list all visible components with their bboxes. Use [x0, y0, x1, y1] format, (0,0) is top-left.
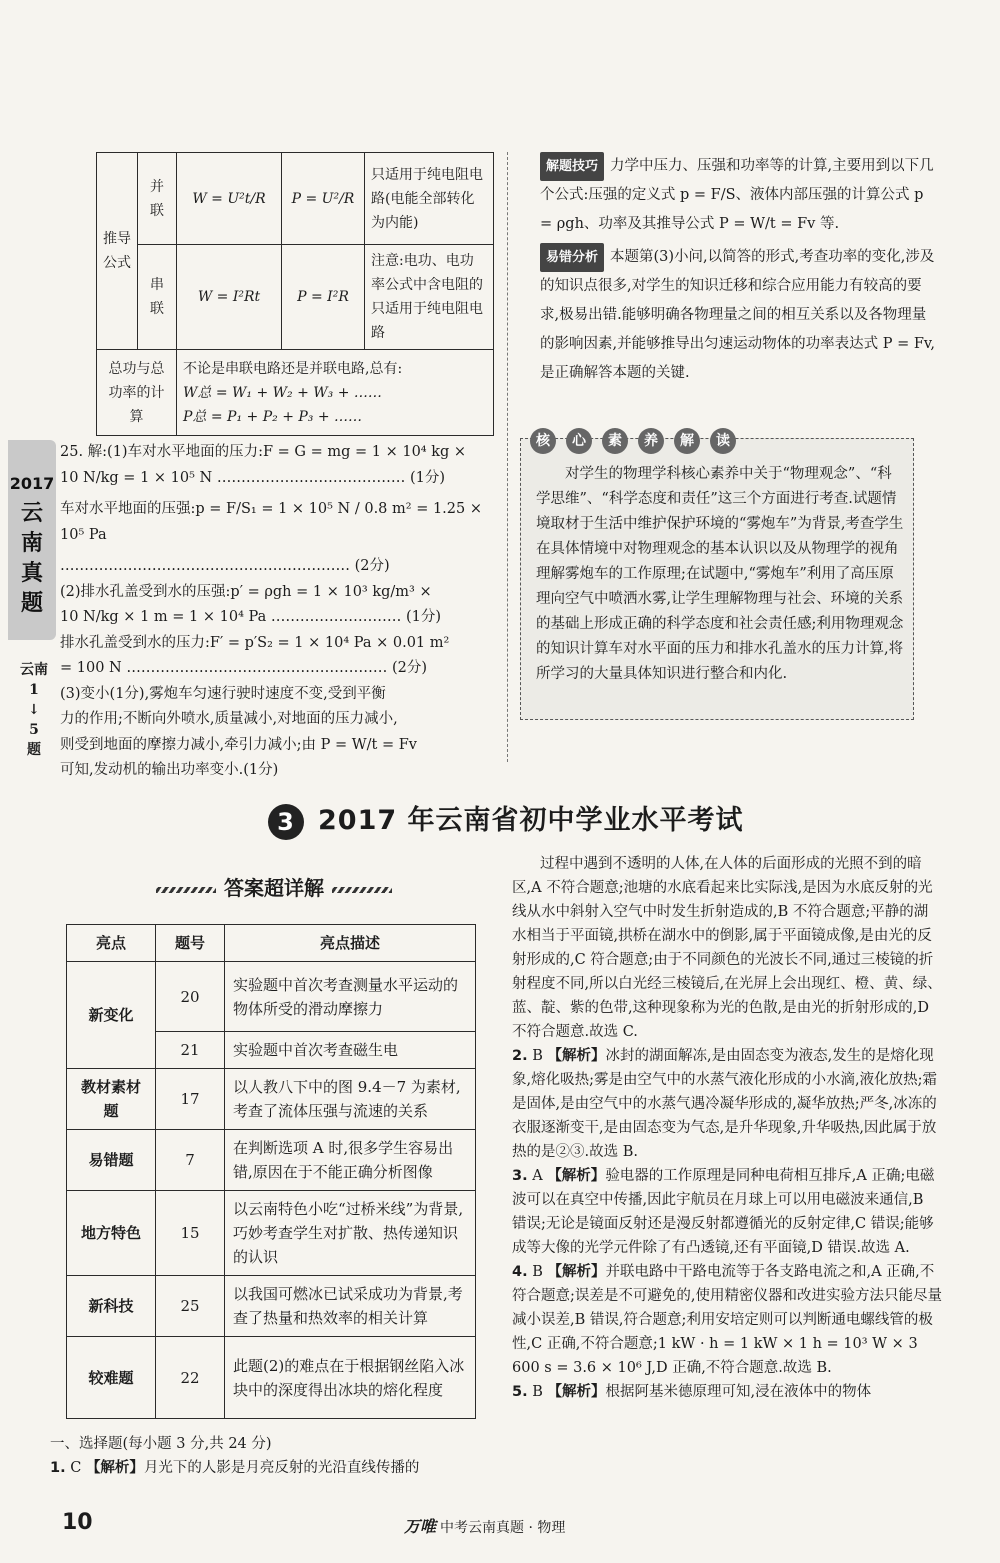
table-cell-question: 20 [156, 962, 225, 1032]
table-cell-category: 新变化 [67, 962, 156, 1069]
core-title-char: 心 [566, 428, 592, 454]
error-analysis-tag: 易错分析 [540, 243, 604, 272]
side-tab-char: 题 [20, 591, 43, 616]
q1-continued: 过程中遇到不透明的人体,在人体的后面形成的光照不到的暗区,A 不符合题意;池塘的水底看起来比实际浅,是因为水底反射的光线从水中斜射入空气中时发生折射造成的,B 不符合题意;平静的湖水相当于平面镜,拱桥在湖水中的倒影,属于平面镜成像,是由光的反射形成的,C 符合题意;由于不同颜色的光波长不同,通过三棱镜的折射程度不同,所以白光经三棱镜后,在光屏上会出现红、橙、黄、绿、蓝、靛、紫的色带,这种现象称为光的色散,是由光的折射形成的,D 不符合题意.故选 C. [512, 856, 942, 1040]
dash-decoration [156, 887, 216, 893]
table-cell-question: 15 [156, 1191, 225, 1276]
total-line-3: P总 = P₁ + P₂ + P₃ + …… [183, 408, 363, 425]
analysis-text: 根据阿基米德原理可知,浸在液体中的物体 [605, 1384, 872, 1400]
parallel-label: 并联 [138, 153, 177, 245]
answers-heading-text: 答案超详解 [224, 876, 324, 900]
solution-line: 10 N/kg × 1 m = 1 × 10⁴ Pa ……………………… (1分) [60, 609, 441, 625]
tips-section [540, 152, 940, 388]
solving-tips-tag: 解题技巧 [540, 152, 604, 181]
total-line-2: W总 = W₁ + W₂ + W₃ + …… [183, 384, 382, 401]
side-tab-year: 2017 [9, 474, 55, 493]
error-analysis [540, 243, 940, 388]
analysis-tag: 【解析】 [547, 1384, 606, 1400]
solution-line: (2)排水孔盖受到水的压强:p′ = ρgh = 1 × 10³ kg/m³ × [60, 583, 432, 600]
series-label: 串联 [138, 245, 177, 350]
core-title-char: 养 [638, 428, 664, 454]
table-cell-question: 17 [156, 1069, 225, 1130]
section-heading [268, 798, 744, 840]
side-index [14, 660, 54, 760]
table-cell-category: 新科技 [67, 1276, 156, 1337]
mc-right [512, 852, 942, 1404]
table-cell-question: 7 [156, 1130, 225, 1191]
series-work-formula: W = I²Rt [177, 245, 282, 350]
solution-line: 则受到地面的摩擦力减小,牵引力减小;由 P = W/t = Fv [60, 736, 417, 753]
solution-line: 10 N/kg = 1 × 10⁵ N ………………………………… (1分) [60, 469, 445, 486]
table-cell-category: 较难题 [67, 1337, 156, 1419]
question-number: 2. [512, 1048, 528, 1064]
side-index-text: 1 [29, 682, 39, 698]
answer-letter: B [532, 1048, 543, 1064]
analysis-tag: 【解析】 [85, 1460, 144, 1476]
solution-line: …………………………………………………… (2分) [60, 558, 390, 574]
side-tab-char: 南 [20, 531, 43, 556]
total-label: 总功与总功率的计算 [97, 350, 177, 436]
analysis-text: 月光下的人影是月亮反射的光沿直线传播的 [143, 1460, 420, 1476]
side-tab-char: 真 [20, 561, 43, 586]
solution-line: 力的作用;不断向外喷水,质量减小,对地面的压力减小, [60, 711, 398, 727]
mc-left [50, 1432, 480, 1480]
analysis-tag: 【解析】 [547, 1048, 606, 1064]
mc-q5 [512, 1380, 942, 1404]
error-analysis-text: 本题第(3)小问,以简答的形式,考查功率的变化,涉及的知识点很多,对学生的知识迁移和综合应用能力有较高的要求,极易出错.能够明确各物理量之间的相互关系以及各物理量的影响因素,并能够推导出匀速运动物体的功率表达式 P = Fv,是正确解答本题的关键. [540, 249, 935, 381]
answer-letter: B [532, 1384, 543, 1400]
mc-q4 [512, 1260, 942, 1380]
section-number: 3 [268, 804, 304, 840]
analysis-tag: 【解析】 [547, 1264, 606, 1280]
mc-q1-start [50, 1456, 480, 1480]
core-literacy-text: 对学生的物理学科核心素养中关于“物理观念”、“科学思维”、“科学态度和责任”这三个方面进行考查.试题情境取材于生活中维护保护环境的“雾炮车”为背景,考查学生在具体情境中对物理观念的基本认识以及从物理学的视角理解雾炮车的工作原理;在试题中,“雾炮车”利用了高压原理向空气中喷洒水雾,让学生理解物理与社会、环境的关系的基础上形成正确的科学态度和社会责任感;利用物理观念的知识计算车对水平面的压力和排水孔盖水的压力计算,将所学习的大量具体知识进行整合和内化. [536, 466, 904, 682]
table-cell-desc: 以我国可燃冰已试采成功为背景,考查了热量和热效率的相关计算 [225, 1276, 476, 1337]
parallel-work-formula: W = U²t/R [177, 153, 282, 245]
table-cell-desc: 以人教八下中的图 9.4－7 为素材,考查了流体压强与流速的关系 [225, 1069, 476, 1130]
table-cell-category: 地方特色 [67, 1191, 156, 1276]
answer-letter: A [532, 1168, 543, 1184]
question-number: 5. [512, 1384, 528, 1400]
solution-line: 车对水平地面的压强:p = F/S₁ = 1 × 10⁵ N / 0.8 m² = 1.25 × 10⁵ Pa [60, 501, 482, 543]
analysis-text: 冰封的湖面解冻,是由固态变为液态,发生的是熔化现象,熔化吸热;雾是由空气中的水蒸气液化形成的小水滴,液化放热;霜是固体,是由空气中的水蒸气遇冷凝华形成的,凝华放热;严冬,冰冻的衣服逐渐变干,是由固态变为气态,是升华现象,升华吸热,因此属于放热的是②③.故选 B. [512, 1048, 937, 1160]
total-line-1: 不论是串联电路还是并联电路,总有: [183, 360, 403, 377]
core-title-char: 读 [710, 428, 736, 454]
solving-tips-text: 力学中压力、压强和功率等的计算,主要用到以下几个公式:压强的定义式 p = F/S、液体内部压强的计算公式 p = ρgh、功率及其推导公式 P = W/t = Fv 等. [540, 158, 934, 232]
table-cell-desc: 在判断选项 A 时,很多学生容易出错,原因在于不能正确分析图像 [225, 1130, 476, 1191]
series-power-formula: P = I²R [282, 245, 365, 350]
solution-line: 可知,发动机的输出功率变小.(1分) [60, 762, 279, 778]
dash-decoration [332, 887, 392, 893]
core-title-char: 核 [530, 428, 556, 454]
answer-letter: B [532, 1264, 543, 1280]
highlights-table [66, 924, 476, 1419]
solution-line: 25. 解:(1)车对水平地面的压力:F = G = mg = 1 × 10⁴ kg × [60, 444, 467, 460]
table-cell-desc: 以云南特色小吃“过桥米线”为背景,巧妙考查学生对扩散、热传递知识的认识 [225, 1191, 476, 1276]
question-number: 3. [512, 1168, 528, 1184]
analysis-text: 并联电路中干路电流等于各支路电流之和,A 正确,不符合题意;误差是不可避免的,使用精密仪器和改进实验方法只能尽量减小误差,B 错误,符合题意;利用安培定则可以判断通电螺线管的极性,C 正确,不符合题意;1 kW · h = 1 kW × 1 h = 10³ W × 3 600 s = 3.6 × 10⁶ J,D 正确,不符合题意.故选 B. [512, 1264, 942, 1376]
solution-line: = 100 N ……………………………………………… (2分) [60, 660, 427, 676]
table-header: 亮点 [67, 925, 156, 962]
mc-q2 [512, 1044, 942, 1164]
table-cell-question: 22 [156, 1337, 225, 1419]
side-tab-char: 云 [20, 501, 43, 526]
side-index-text: 5 [29, 722, 39, 738]
side-index-arrow: ↓ [28, 702, 40, 718]
table-cell-desc: 实验题中首次考查磁生电 [225, 1032, 476, 1069]
table-cell-question: 21 [156, 1032, 225, 1069]
column-divider [507, 152, 508, 762]
core-literacy-title [530, 428, 746, 454]
parallel-power-formula: P = U²/R [282, 153, 365, 245]
question-number: 1. [50, 1460, 66, 1476]
brand-logo: 万唯 [404, 1517, 437, 1536]
side-index-text: 题 [27, 742, 41, 758]
table-cell-desc: 实验题中首次考查测量水平运动的物体所受的滑动摩擦力 [225, 962, 476, 1032]
series-note: 注意:电功、电功率公式中含电阻的只适用于纯电阻电路 [365, 245, 494, 350]
analysis-text: 验电器的工作原理是同种电荷相互排斥,A 正确;电磁波可以在真空中传播,因此宇航员在月球上可以用电磁波来通信,B 错误;无论是镜面反射还是漫反射都遵循光的反射定律,C 错误;能够成等大像的光学元件除了有凸透镜,还有平面镜,D 错误.故选 A. [512, 1168, 935, 1256]
analysis-tag: 【解析】 [547, 1168, 606, 1184]
answers-heading [148, 872, 400, 901]
side-index-text: 云南 [20, 662, 48, 678]
table-cell-question: 25 [156, 1276, 225, 1337]
formula-row-label: 推导公式 [97, 153, 138, 350]
answer-letter: C [70, 1460, 82, 1476]
section-title: 2017 年云南省初中学业水平考试 [318, 805, 744, 836]
footer [404, 1514, 565, 1537]
mc-q3 [512, 1164, 942, 1260]
parallel-note: 只适用于纯电阻电路(电能全部转化为内能) [365, 153, 494, 245]
core-title-char: 解 [674, 428, 700, 454]
page-number: 10 [62, 1510, 93, 1535]
mc-header: 一、选择题(每小题 3 分,共 24 分) [50, 1436, 272, 1452]
solving-tips [540, 152, 940, 239]
question-25-solution [60, 440, 492, 784]
solution-line: 排水孔盖受到水的压力:F′ = p′S₂ = 1 × 10⁴ Pa × 0.01 m² [60, 634, 450, 651]
core-title-char: 素 [602, 428, 628, 454]
side-tab [8, 440, 56, 640]
table-header: 亮点描述 [225, 925, 476, 962]
formula-table [96, 152, 494, 436]
table-cell-category: 易错题 [67, 1130, 156, 1191]
question-number: 4. [512, 1264, 528, 1280]
total-formulas [177, 350, 494, 436]
footer-text: 中考云南真题 · 物理 [440, 1520, 566, 1536]
table-cell-category: 教材素材题 [67, 1069, 156, 1130]
table-cell-desc: 此题(2)的难点在于根据钢丝陷入冰块中的深度得出冰块的熔化程度 [225, 1337, 476, 1419]
solution-line: (3)变小(1分),雾炮车匀速行驶时速度不变,受到平衡 [60, 685, 386, 702]
table-header: 题号 [156, 925, 225, 962]
